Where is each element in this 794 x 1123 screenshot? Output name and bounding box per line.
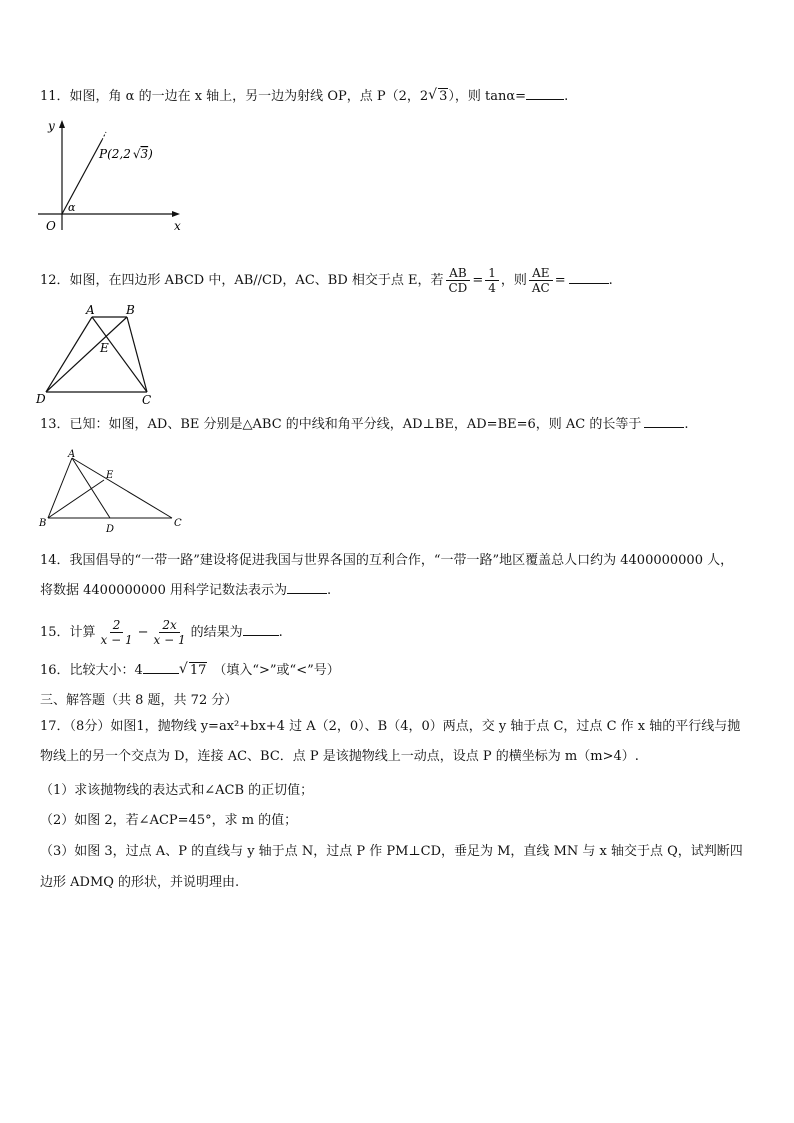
x-axis-label: x <box>174 219 181 233</box>
q11-text-end: ），则 tanα= <box>448 89 527 104</box>
answer-blank-16[interactable] <box>143 673 179 674</box>
sqrt-3: √ 3 <box>428 87 448 104</box>
y-axis-label: y <box>48 119 55 133</box>
svg-text:D: D <box>106 524 115 535</box>
fraction-ae-ac: $\frac{AE}{AC}$ <box>529 266 553 295</box>
fraction-2x-over-x-1: $\frac{2x}{x - 1}$ <box>153 618 186 647</box>
svg-text:B: B <box>39 518 47 529</box>
svg-text:A: A <box>86 304 95 317</box>
question-17-part1: （1）求该抛物线的表达式和∠ACB 的正切值； <box>40 783 314 798</box>
figure-13-triangle <box>34 448 194 542</box>
svg-text:B: B <box>126 304 135 317</box>
question-17-part2: （2）如图 2，若∠ACP=45°，求 m 的值； <box>40 813 298 828</box>
svg-text:D: D <box>36 392 46 404</box>
question-11: 11．如图，角 α 的一边在 x 轴上，另一边为射线 OP，点 P（2，2 √ 3），则 tanα= . <box>40 87 569 104</box>
figure-11-coordinate <box>36 118 186 238</box>
fraction-2-over-x-1: $\frac{2}{x - 1}$ <box>100 618 133 647</box>
q12-text: 12．如图，在四边形 ABCD 中，AB//CD，AC、BD 相交于点 E，若 <box>40 273 444 288</box>
question-17-line2: 物线上的另一个交点为 D，连接 AC、BC．点 P 是该抛物线上一动点，设点 P 的横坐标为 m（m>4）. <box>40 749 639 764</box>
origin-label: O <box>46 219 56 233</box>
question-14-line2: 将数据 4400000000 用科学记数法表示为 . <box>40 583 332 598</box>
svg-text:C: C <box>142 393 152 404</box>
answer-blank-13[interactable] <box>644 427 684 428</box>
question-13: 13．已知：如图，AD、BE 分别是△ABC 的中线和角平分线，AD⊥BE，AD=BE=6，则 AC 的长等于 . <box>40 417 689 432</box>
svg-text:A: A <box>68 449 76 460</box>
question-17-part3-line1: （3）如图 3，过点 A、P 的直线与 y 轴于点 N，过点 P 作 PM⊥CD，垂足为 M，直线 MN 与 x 轴交于点 Q，试判断四 <box>40 844 743 859</box>
svg-text:E: E <box>100 341 109 355</box>
answer-blank-15[interactable] <box>243 635 279 636</box>
answer-blank-11[interactable] <box>526 99 564 100</box>
fraction-ab-cd: $\frac{AB}{CD}$ <box>446 266 471 295</box>
answer-blank-14[interactable] <box>287 593 327 594</box>
section-3-heading: 三、解答题（共 8 题，共 72 分） <box>40 693 238 708</box>
question-17-line1: 17．（8分）如图1，抛物线 y=ax²+bx+4 过 A（2，0）、B（4，0）两点，交 y 轴于点 C，过点 C 作 x 轴的平行线与抛 <box>40 719 741 734</box>
figure-12-trapezoid <box>34 304 164 408</box>
question-15: 15．计算 $\frac{2}{x - 1}$ − $\frac{2x}{x - 1}$ 的结果为 . <box>40 618 283 647</box>
question-14-line1: 14．我国倡导的“一带一路”建设将促进我国与世界各国的互利合作，“一带一路”地区覆盖总人口约为 4400000000 人， <box>40 553 734 568</box>
q13-text: 13．已知：如图，AD、BE 分别是△ABC 的中线和角平分线，AD⊥BE，AD=BE=6，则 AC 的长等于 <box>40 417 642 432</box>
q11-text: 11．如图，角 α 的一边在 x 轴上，另一边为射线 OP，点 P（2，2 <box>40 89 429 104</box>
question-16: 16．比较大小：4 √ 17 （填入“>”或“<”号） <box>40 661 340 678</box>
question-17-part3-line2: 边形 ADMQ 的形状，并说明理由. <box>40 875 240 890</box>
point-p-label: P(2,2 √3) <box>99 147 153 161</box>
question-12: 12．如图，在四边形 ABCD 中，AB//CD，AC、BD 相交于点 E，若 $\frac{AB}{CD}$ = $\frac{1}{4}$ ，则 $\frac{AE}{AC}$ = . <box>40 266 613 295</box>
alpha-label: α <box>68 201 76 214</box>
sqrt-17: √ 17 <box>178 661 207 678</box>
fraction-1-4: $\frac{1}{4}$ <box>485 266 499 295</box>
svg-text:C: C <box>174 518 182 529</box>
answer-blank-12[interactable] <box>569 283 609 284</box>
svg-text:E: E <box>106 470 114 481</box>
